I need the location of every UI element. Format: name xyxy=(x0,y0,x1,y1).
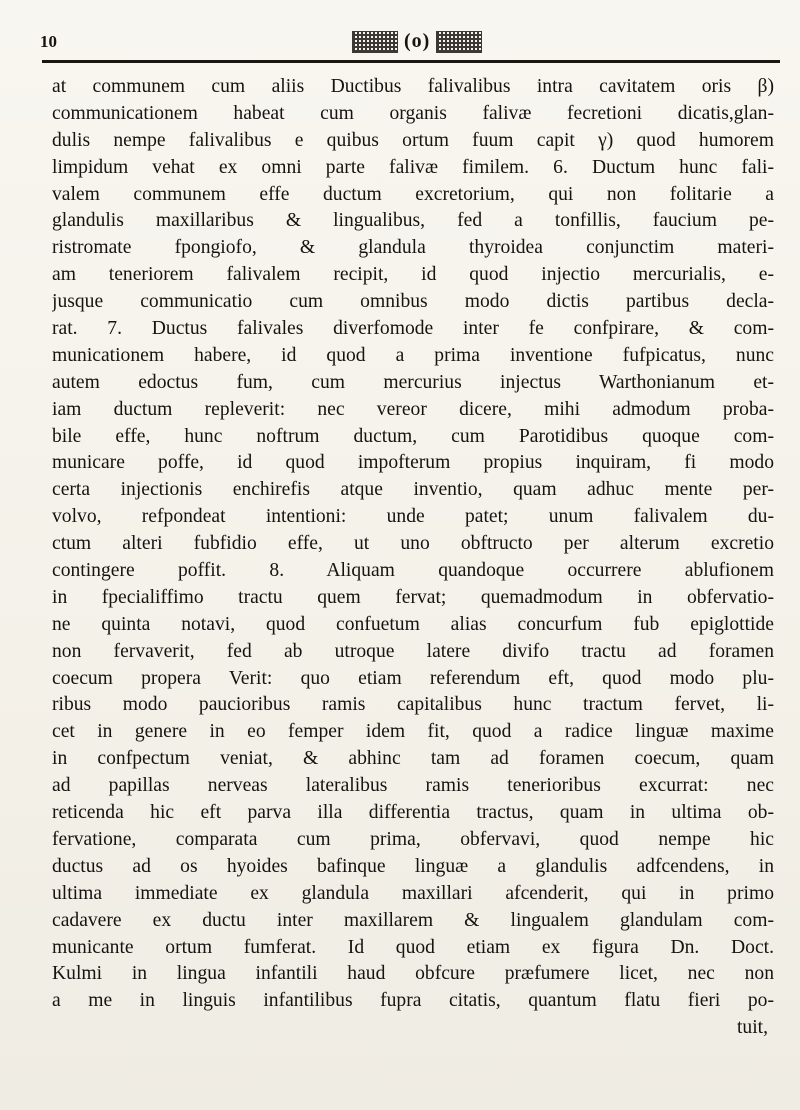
text-line: valem communem effe ductum excretorium, qui non folitarie a xyxy=(52,183,774,205)
text-line: cadavere ex ductu inter maxillarem & lingualem glandulam com- xyxy=(52,909,774,931)
text-line: ultima immediate ex glandula maxillari afcenderit, qui in primo xyxy=(52,882,774,904)
text-line: ristromate fpongiofo, & glandula thyroidea conjunctim materi- xyxy=(52,237,774,259)
text-line: communicationem habeat cum organis falivæ fecretioni dicatis,glan- xyxy=(52,102,774,124)
text-line: non fervaverit, fed ab utroque latere divifo tractu ad foramen xyxy=(52,640,774,662)
header-rule xyxy=(42,60,780,63)
text-line: municante ortum fumferat. Id quod etiam ex figura Dn. Doct. xyxy=(52,936,774,958)
text-line: cet in genere in eo femper idem fit, quod a radice linguæ maxime xyxy=(52,721,774,743)
ornament-center: (o) xyxy=(404,30,431,52)
text-line: fervatione, comparata cum prima, obfervavi, quod nempe hic xyxy=(52,828,774,850)
text-line: Kulmi in lingua infantili haud obfcure præfumere licet, nec non xyxy=(52,963,774,985)
text-line: municare poffe, id quod impofterum propius inquiram, fi modo xyxy=(52,452,774,474)
text-line: ad papillas nerveas lateralibus ramis tenerioribus excurrat: nec xyxy=(52,775,774,797)
text-line: municationem habere, id quod a prima inventione fufpicatus, nunc xyxy=(52,344,774,366)
ornament-right-icon xyxy=(436,31,482,53)
text-line: limpidum vehat ex omni parte falivæ fimilem. 6. Ductum hunc fali- xyxy=(52,156,774,178)
text-line: certa injectionis enchirefis atque inventio, quam adhuc mente per- xyxy=(52,479,774,501)
text-line: in confpectum veniat, & abhinc tam ad foramen coecum, quam xyxy=(52,748,774,770)
page-header xyxy=(40,24,780,64)
text-line: ductus ad os hyoides bafinque linguæ a glandulis adfcendens, in xyxy=(52,855,774,877)
text-line: iam ductum repleverit: nec vereor dicere, mihi admodum proba- xyxy=(52,398,774,420)
text-line: jusque communicatio cum omnibus modo dictis partibus decla- xyxy=(52,291,774,313)
text-line: am teneriorem falivalem recipit, id quod injectio mercurialis, e- xyxy=(52,264,774,286)
text-line: a me in linguis infantilibus fupra citatis, quantum flatu fieri po- xyxy=(52,990,774,1012)
text-line: at communem cum aliis Ductibus falivalibus intra cavitatem oris β) xyxy=(52,76,774,97)
text-line: autem edoctus fum, cum mercurius injectus Warthonianum et- xyxy=(52,371,774,393)
text-line: coecum propera Verit: quo etiam referendum eft, quod modo plu- xyxy=(52,667,774,689)
text-line: ne quinta notavi, quod confuetum alias concurfum fub epiglottide xyxy=(52,613,774,635)
ornament-left-icon xyxy=(352,31,398,53)
text-line: volvo, refpondeat intentioni: unde patet; unum falivalem du- xyxy=(52,506,774,528)
text-line: rat. 7. Ductus falivales diverfomode inter fe confpirare, & com- xyxy=(52,318,774,340)
text-line: ribus modo paucioribus ramis capitalibus hunc tractum fervet, li- xyxy=(52,694,774,716)
text-line: in fpecialiffimo tractu quem fervat; quemadmodum in obfervatio- xyxy=(52,586,774,608)
page-number: 10 xyxy=(40,32,57,51)
text-line: reticenda hic eft parva illa differentia tractus, quam in ultima ob- xyxy=(52,802,774,824)
text-line: glandulis maxillaribus & lingualibus, fed a tonfillis, faucium pe- xyxy=(52,210,774,232)
text-line: tuit, xyxy=(736,1017,768,1039)
text-line: dulis nempe falivalibus e quibus ortum fuum capit γ) quod humorem xyxy=(52,129,774,151)
body-text xyxy=(52,74,774,1042)
text-line: bile effe, hunc noftrum ductum, cum Parotidibus quoque com- xyxy=(52,425,774,447)
text-line: ctum alteri fubfidio effe, ut uno obftructo per alterum excretio xyxy=(52,533,774,555)
text-line: contingere poffit. 8. Aliquam quandoque occurrere ablufionem xyxy=(52,560,774,582)
header-ornament xyxy=(352,30,482,53)
